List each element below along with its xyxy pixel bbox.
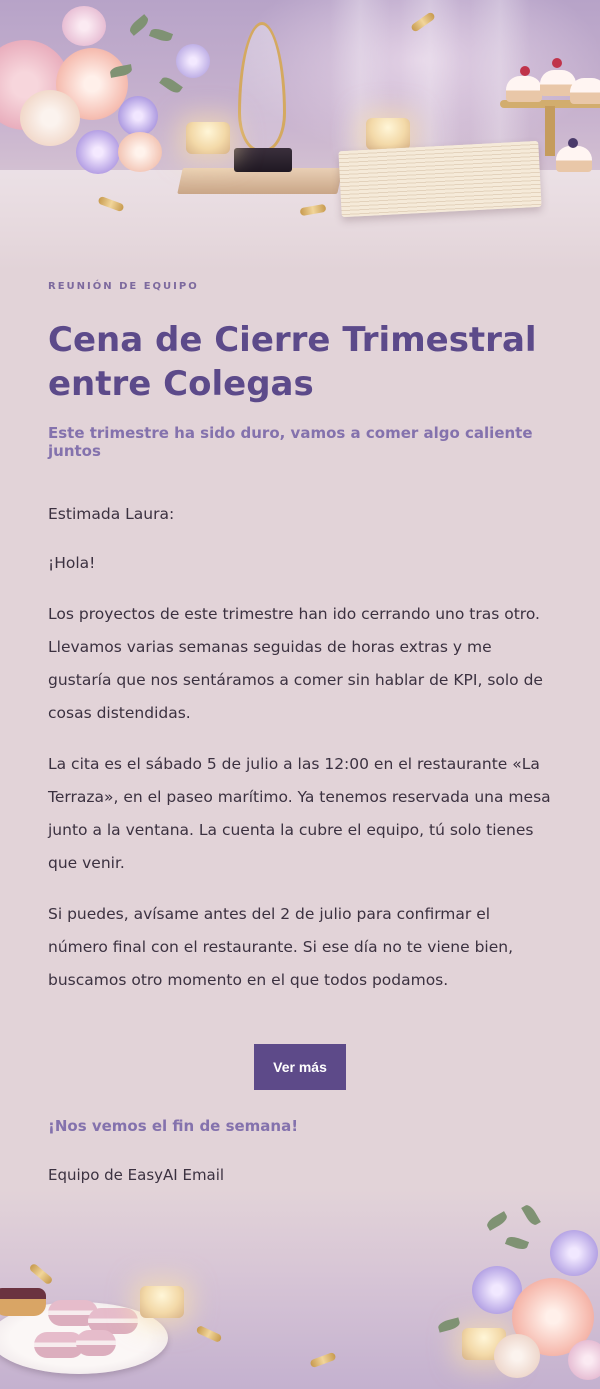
cake-stand-stem (545, 106, 555, 156)
cupcake-icon (506, 76, 542, 102)
footer-illustration (0, 1190, 600, 1389)
header-illustration (0, 0, 600, 270)
see-more-button[interactable]: Ver más (254, 1044, 346, 1090)
closing-line: ¡Nos vemos el fin de semana! (48, 1117, 299, 1135)
candle-icon (140, 1286, 184, 1318)
subtitle: Este trimestre ha sido duro, vamos a comer algo caliente juntos (48, 424, 533, 460)
cupcake-icon (570, 78, 600, 104)
page-title: Cena de Cierre Trimestral entre Colegas (48, 320, 537, 404)
greeting: ¡Hola! (48, 554, 96, 572)
eyebrow-label: REUNIÓN DE EQUIPO (48, 281, 199, 292)
berry-icon (568, 138, 578, 148)
cupcake-icon (556, 146, 592, 172)
flower-icon (62, 6, 106, 46)
paragraph-meeting-details: La cita es el sábado 5 de julio a las 12:00 en el restaurante «La Terraza», en el paseo marítimo. Ya tenemos reservada una mesa junto a la ventana. La cuenta la cubre el equipo, tú solo tienes que venir. (48, 755, 551, 872)
flower-icon (568, 1340, 600, 1380)
berry-icon (520, 66, 530, 76)
flower-icon (118, 96, 158, 136)
signature: Equipo de EasyAI Email (48, 1166, 225, 1184)
trophy-base (234, 148, 292, 172)
flower-icon (494, 1334, 540, 1378)
berry-icon (552, 58, 562, 68)
candle-icon (186, 122, 230, 154)
card-stack (338, 141, 541, 217)
paragraph-confirmation: Si puedes, avísame antes del 2 de julio para confirmar el número final con el restaurante. Si ese día no te viene bien, buscamos otro momento en el que todos podamos. (48, 905, 513, 989)
flower-icon (118, 132, 162, 172)
tart-icon (0, 1288, 46, 1316)
candle-icon (366, 118, 410, 150)
salutation: Estimada Laura: (48, 505, 175, 523)
paragraph-projects: Los proyectos de este trimestre han ido cerrando uno tras otro. Llevamos varias semanas seguidas de horas extras y me gustaría que nos sentáramos a comer sin hablar de KPI, solo de cosas distendidas. (48, 605, 543, 722)
flower-icon (20, 90, 80, 146)
flower-icon (550, 1230, 598, 1276)
macaron-icon (76, 1330, 116, 1356)
flower-icon (76, 130, 120, 174)
cta-container (48, 1044, 552, 1090)
flower-icon (176, 44, 210, 78)
